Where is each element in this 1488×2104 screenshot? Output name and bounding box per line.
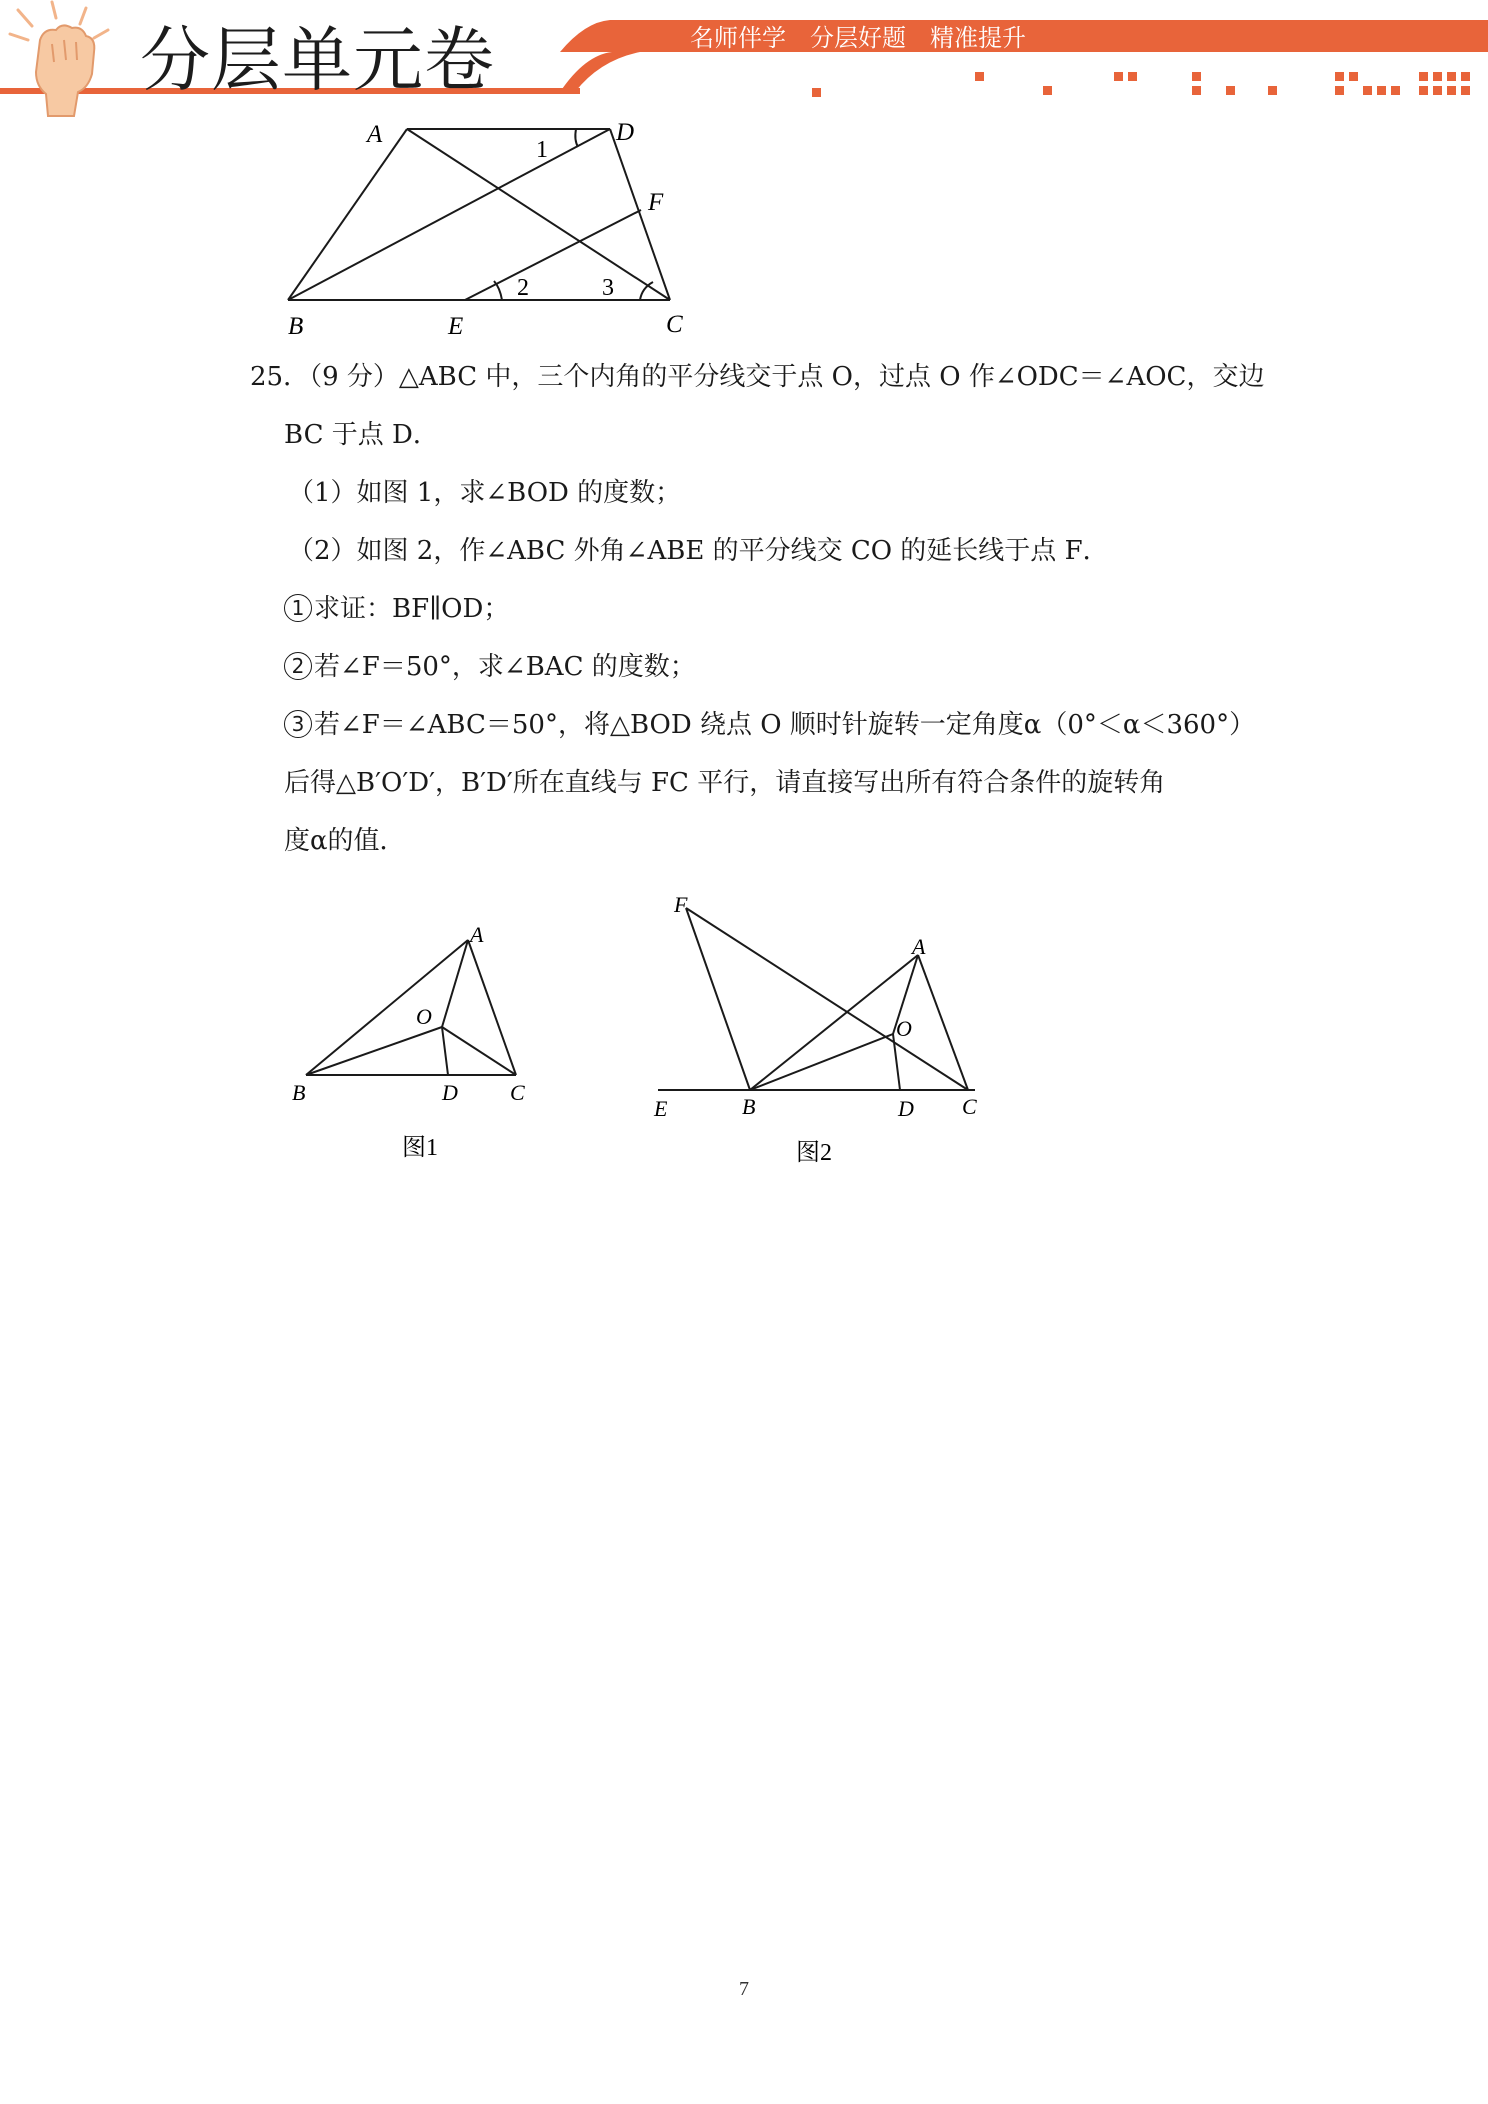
decor-squares bbox=[812, 72, 1470, 97]
header-slogan bbox=[690, 18, 1050, 53]
fist-icon bbox=[10, 2, 108, 116]
label-D: D bbox=[616, 119, 635, 146]
fig1-label-D: D bbox=[442, 1080, 458, 1105]
question-sub1 bbox=[250, 590, 1240, 648]
slogan-item: 名师伴学 bbox=[690, 24, 786, 52]
sub3-text: 若∠F＝∠ABC＝50°，将△BOD 绕点 O 顺时针旋转一定角度α（0°＜α＜360°） bbox=[314, 710, 1256, 740]
question-sub3-line3: 度α的值． bbox=[284, 826, 406, 856]
figure-2-caption: 图2 bbox=[796, 1140, 832, 1166]
fig2-label-E: E bbox=[654, 1096, 668, 1121]
figure-trapezoid bbox=[270, 116, 710, 346]
sub2-text: 若∠F＝50°，求∠BAC 的度数； bbox=[314, 652, 696, 682]
circled-number-2: 2 bbox=[284, 652, 312, 680]
label-B: B bbox=[288, 313, 304, 340]
page-header bbox=[0, 0, 1488, 120]
question-part1: （1）如图 1，求∠BOD 的度数； bbox=[288, 478, 682, 508]
fig2-label-B: B bbox=[742, 1094, 756, 1119]
fig2-label-D: D bbox=[898, 1096, 914, 1121]
label-A: A bbox=[367, 121, 383, 148]
label-C: C bbox=[666, 311, 683, 338]
fig1-label-B: B bbox=[292, 1080, 306, 1105]
fig1-label-O: O bbox=[416, 1004, 432, 1029]
angle-3: 3 bbox=[602, 275, 614, 301]
circled-number-1: 1 bbox=[284, 594, 312, 622]
slogan-item: 精准提升 bbox=[930, 24, 1026, 52]
header-title: 分层单元卷 bbox=[140, 19, 495, 101]
page-number: 7 bbox=[739, 1978, 749, 2000]
fig2-label-F: F bbox=[674, 892, 688, 917]
slogan-item: 分层好题 bbox=[810, 24, 906, 52]
fig2-label-O: O bbox=[896, 1016, 912, 1041]
figure-1-caption: 图1 bbox=[402, 1135, 438, 1161]
label-E: E bbox=[448, 313, 464, 340]
question-part2: （2）如图 2，作∠ABC 外角∠ABE 的平分线交 CO 的延长线于点 F． bbox=[288, 536, 1109, 566]
angle-1: 1 bbox=[536, 137, 548, 163]
question-stem-line2: BC 于点 D． bbox=[284, 420, 439, 450]
figure-1 bbox=[280, 910, 550, 1170]
fig2-label-A: A bbox=[912, 934, 926, 959]
fig1-label-C: C bbox=[510, 1080, 525, 1105]
circled-number-3: 3 bbox=[284, 710, 312, 738]
figure-2 bbox=[650, 880, 1000, 1170]
question-sub3 bbox=[250, 706, 1256, 764]
question-sub3-line2: 后得△B′O′D′，B′D′所在直线与 FC 平行，请直接写出所有符合条件的旋转角 bbox=[284, 768, 1166, 798]
question-stem-line1: 25．（9 分）△ABC 中，三个内角的平分线交于点 O，过点 O 作∠ODC＝∠AOC，交边 bbox=[250, 362, 1265, 392]
question-25 bbox=[250, 358, 1265, 880]
fig1-label-A: A bbox=[470, 922, 484, 947]
label-F: F bbox=[648, 189, 664, 216]
angle-2: 2 bbox=[517, 275, 529, 301]
question-sub2 bbox=[250, 648, 1240, 706]
sub1-text: 求证：BF∥OD； bbox=[314, 594, 510, 624]
fig2-label-C: C bbox=[962, 1094, 977, 1119]
